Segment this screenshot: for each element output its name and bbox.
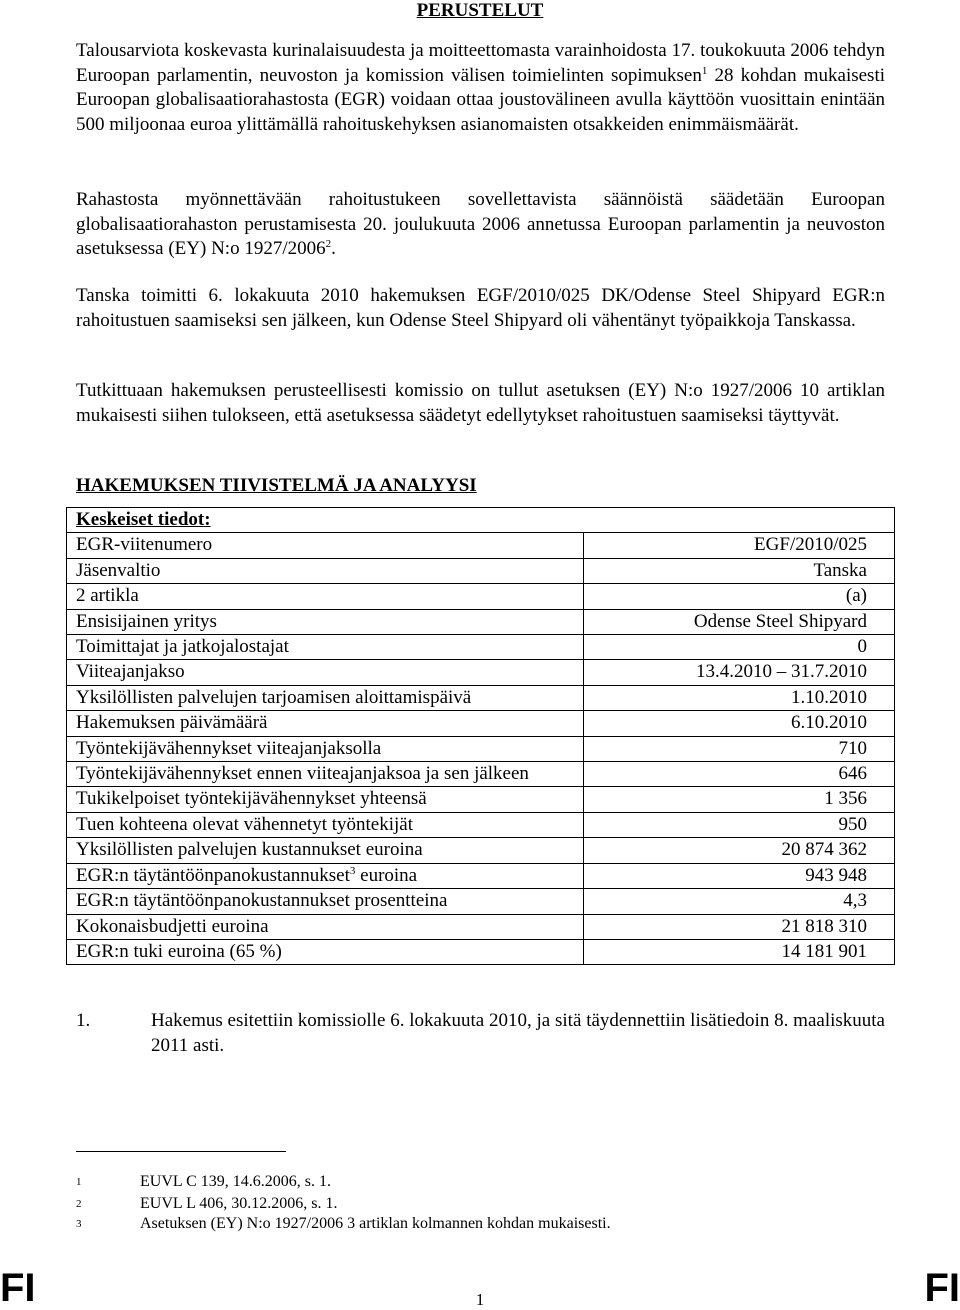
table-row [67,609,895,634]
row-label [67,863,584,888]
row-label: Ensisijainen yritys [67,609,584,634]
footnote-ref-3: 3 [349,864,356,877]
footnote-text: EUVL C 139, 14.6.2006, s. 1. [140,1173,331,1190]
footer-language-left: FI [0,1266,36,1310]
table-row [67,660,895,685]
paragraph-4-text: Tutkittuaan hakemuksen perusteellisesti komissio on tullut asetuksen (EY) N:o 1927/2006 10 artiklan mukaisesti siihen tulokseen, että asetuksessa säädetyt edellytykset rahoitustuen saamiseksi täyttyvät. [76,380,885,426]
row-value: EGF/2010/025 [584,533,895,558]
row-value: (a) [584,584,895,609]
footnote-ref-1: 1 [701,64,708,77]
page-title: PERUSTELUT [416,0,544,21]
row-label: Viiteajanjakso [67,660,584,685]
row-value: 21 818 310 [584,914,895,939]
item-text: Hakemus esitettiin komissiolle 6. lokakuuta 2010, ja sitä täydennettiin lisätiedoin 8. maaliskuuta 2011 asti. [151,1010,885,1056]
row-value: 20 874 362 [584,838,895,863]
section-heading: HAKEMUKSEN TIIVISTELMÄ JA ANALYYSI [76,475,477,496]
row-label: Hakemuksen päivämäärä [67,711,584,736]
row-label: Kokonaisbudjetti euroina [67,914,584,939]
paragraph-3 [76,284,885,333]
page-number: 1 [475,1290,485,1309]
row-value: 0 [584,635,895,660]
table-row [67,914,895,939]
table-header-row [67,508,895,533]
item-number: 1. [76,1010,91,1031]
row-value: 4,3 [584,889,895,914]
footnote-text: EUVL L 406, 30.12.2006, s. 1. [140,1195,338,1212]
row-label: EGR:n täytäntöönpanokustannukset prosentteina [67,889,584,914]
row-value: 950 [584,812,895,837]
footnote-number: 2 [76,1198,82,1210]
table-row [67,635,895,660]
row-value: 943 948 [584,863,895,888]
row-label: Työntekijävähennykset viiteajanjaksolla [67,736,584,761]
table-row [67,889,895,914]
footnote-ref-2: 2 [325,238,332,250]
paragraph-2 [76,188,885,262]
row-label: Toimittajat ja jatkojalostajat [67,635,584,660]
table-row [67,584,895,609]
row-value: 13.4.2010 – 31.7.2010 [584,660,895,685]
row-value: 1.10.2010 [584,685,895,710]
row-label-text-cont: euroina [355,864,418,886]
footnote-number: 1 [76,1176,82,1188]
table-row [67,838,895,863]
table-row [67,711,895,736]
paragraph-2-text: Rahastosta myönnettävään rahoitustukeen sovellettavista säännöistä säädetään Euroopan globalisaatiorahaston perustamisesta 20. joulukuuta 2006 annetussa Euroopan parlamentin ja neuvoston asetuksessa (EY) N:o 1927/2006 [76,189,885,259]
row-value: 646 [584,762,895,787]
row-label: Yksilöllisten palvelujen kustannukset euroina [67,838,584,863]
row-label: EGR-viitenumero [67,533,584,558]
row-label: 2 artikla [67,584,584,609]
row-value: 1 356 [584,787,895,812]
row-label: Yksilöllisten palvelujen tarjoamisen aloittamispäivä [67,685,584,710]
table-row [67,736,895,761]
paragraph-4 [76,379,885,428]
row-value: 6.10.2010 [584,711,895,736]
paragraph-1 [76,39,885,137]
row-label: Tukikelpoiset työntekijävähennykset yhteensä [67,787,584,812]
row-value: 14 181 901 [584,939,895,964]
row-value: Tanska [584,558,895,583]
paragraph-1-text: Talousarviota koskevasta kurinalaisuudesta ja moitteettomasta varainhoidosta 17. toukokuuta 2006 tehdyn Euroopan parlamentin, neuvoston ja komission välisen toimielinten sopimuksen [76,40,885,86]
row-value: Odense Steel Shipyard [584,609,895,634]
table-row [67,533,895,558]
table-row [67,762,895,787]
paragraph-3-text: Tanska toimitti 6. lokakuuta 2010 hakemuksen EGF/2010/025 DK/Odense Steel Shipyard EGR:n rahoitustuen saamiseksi sen jälkeen, kun Odense Steel Shipyard oli vähentänyt työpaikkoja Tanskassa. [76,285,885,331]
row-label: Tuen kohteena olevat vähennetyt työntekijät [67,812,584,837]
table-row [67,939,895,964]
row-label: EGR:n tuki euroina (65 %) [67,939,584,964]
footer-language-right: FI [924,1266,960,1310]
row-label-text: EGR:n täytäntöönpanokustannukset [76,864,350,886]
footnote-separator [76,1151,286,1152]
footnote-text: Asetuksen (EY) N:o 1927/2006 3 artiklan kolmannen kohdan mukaisesti. [140,1215,611,1232]
table-row [67,558,895,583]
table-header: Keskeiset tiedot: [67,508,895,533]
table-row [67,812,895,837]
table-row [67,685,895,710]
row-label: Jäsenvaltio [67,558,584,583]
paragraph-2-text-cont: . [331,238,336,259]
footnote-number: 3 [76,1218,82,1230]
table-row [67,787,895,812]
row-value: 710 [584,736,895,761]
paragraph-1-text-cont: 28 kohdan mukaisesti Euroopan globalisaatiorahastosta (EGR) voidaan ottaa joustovälineen avulla käyttöön vuosittain enintään 500 miljoonaa euroa ylittämällä rahoituskehyksen asianomaisten otsakkeiden enimmäismäärät. [76,64,886,135]
row-label: Työntekijävähennykset ennen viiteajanjaksoa ja sen jälkeen [67,762,584,787]
key-info-table [66,507,895,965]
table-row [67,863,895,888]
